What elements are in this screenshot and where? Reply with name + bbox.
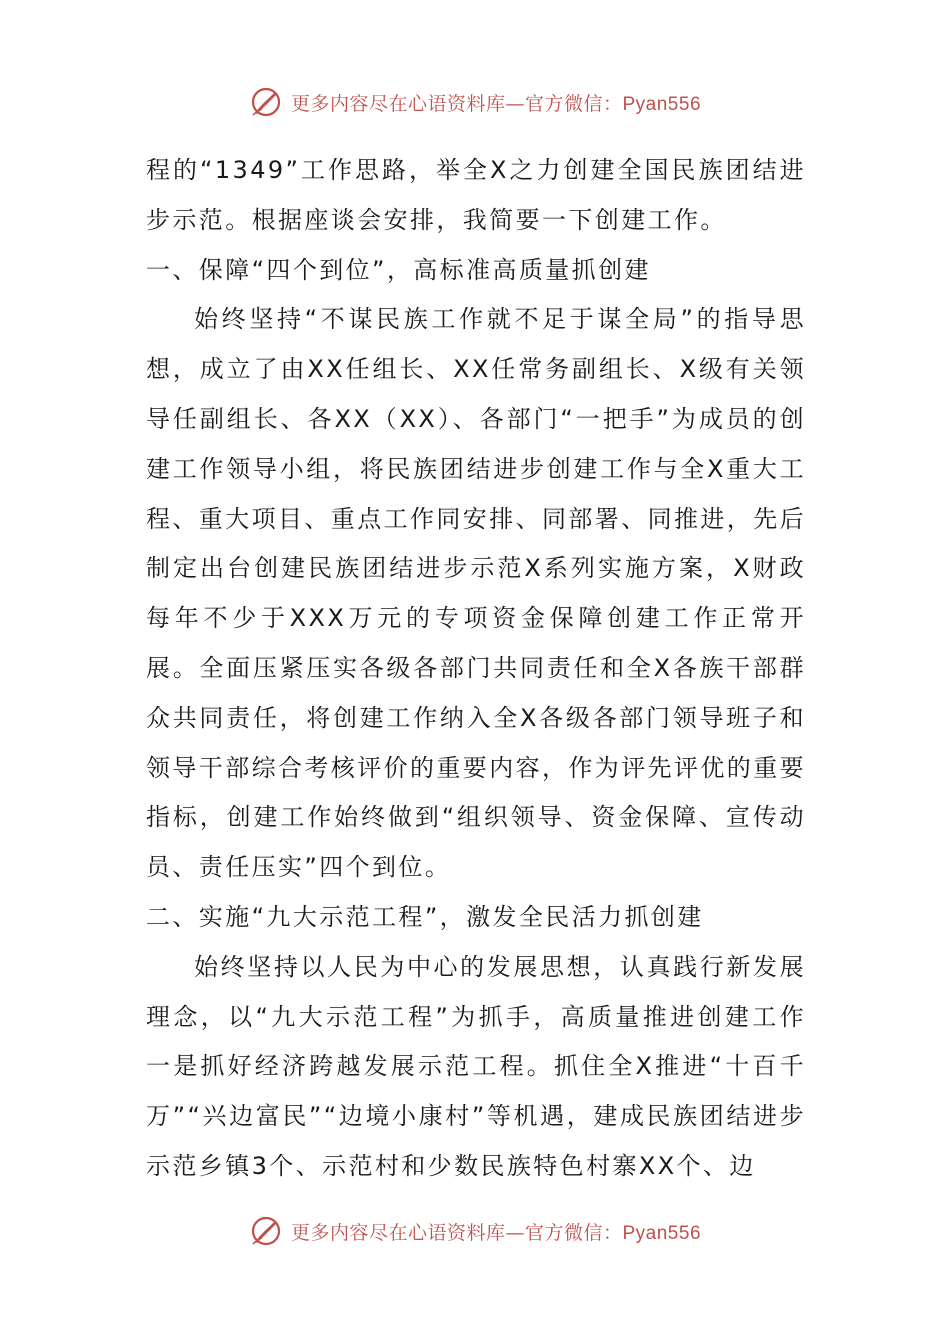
paragraph-continuation: 程的“1349”工作思路，举全X之力创建全国民族团结进步示范。根据座谈会安排，我简要一下创建工作。 (146, 156, 806, 234)
pen-circle-logo-icon (249, 1214, 283, 1248)
watermark-footer (0, 1211, 950, 1251)
watermark-caption: 更多内容尽在心语资料库—官方微信： (290, 92, 623, 115)
section-heading-1: 一、保障“四个到位”，高标准高质量抓创建 (146, 255, 651, 284)
watermark-header (0, 82, 950, 122)
watermark-text (291, 89, 701, 116)
document-body (146, 146, 806, 1192)
watermark-wechat-id: Pyan556 (622, 1222, 702, 1244)
paragraph-section-1: 始终坚持“不谋民族工作就不足于谋全局”的指导思想，成立了由XX任组长、XX任常务副组长、X级有关领导任副组长、各XX（XX）、各部门“一把手”为成员的创建工作领导小组，将民族团结进步创建工作与全X重大工程、重大项目、重点工作同安排、同部署、同推进，先后制定出台创建民族团结进步示范X系列实施方案，X财政每年不少于XXX万元的专项资金保障创建工作正常开展。全面压紧压实各级各部门共同责任和全X各族干部群众共同责任，将创建工作纳入全X各级各部门领导班子和领导干部综合考核评价的重要内容，作为评先评优的重要指标，创建工作始终做到“组织领导、资金保障、宣传动员、责任压实”四个到位。 (146, 305, 806, 882)
pen-circle-logo-icon (249, 85, 283, 119)
watermark-text (291, 1218, 701, 1245)
watermark-wechat-id: Pyan556 (622, 93, 702, 115)
paragraph-section-2: 始终坚持以人民为中心的发展思想，认真践行新发展理念，以“九大示范工程”为抓手，高质量推进创建工作一是抓好经济跨越发展示范工程。抓住全X推进“十百千万”“兴边富民”“边境小康村”等机遇，建成民族团结进步示范乡镇3个、示范村和少数民族特色村寨XX个、边 (146, 952, 806, 1180)
watermark-caption: 更多内容尽在心语资料库—官方微信： (290, 1221, 623, 1244)
section-heading-2: 二、实施“九大示范工程”，激发全民活力抓创建 (146, 902, 704, 931)
